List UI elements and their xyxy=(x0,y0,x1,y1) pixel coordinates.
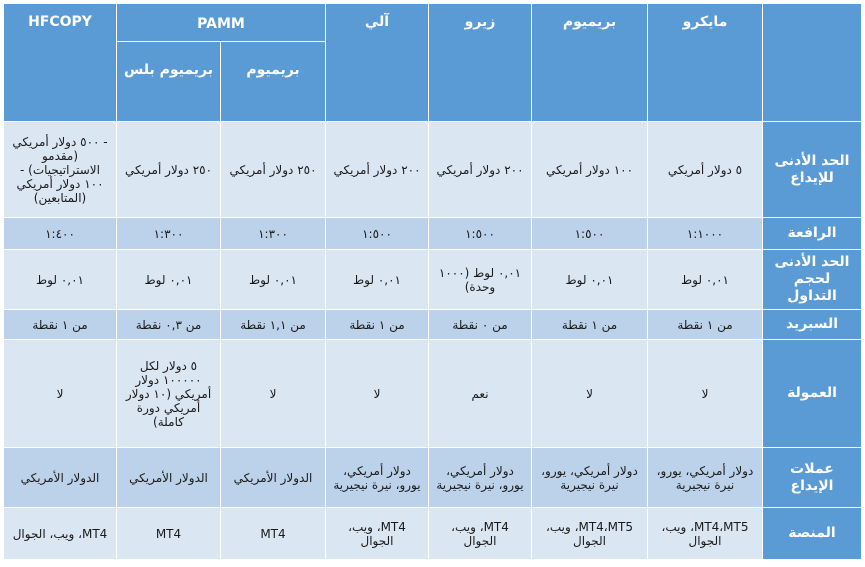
header-pamm-group: PAMM xyxy=(117,4,326,42)
table-row xyxy=(4,310,862,340)
cell-hfcopy: ٠,٠١ لوط xyxy=(4,250,117,310)
cell-auto: من ١ نقطة xyxy=(326,310,429,340)
cell-pamm-premium-plus: ٢٥٠ دولار أمريكي xyxy=(117,122,221,218)
cell-pamm-premium: ٠,٠١ لوط xyxy=(221,250,326,310)
table-row xyxy=(4,448,862,508)
header-pamm-premium: بريميوم xyxy=(221,42,326,122)
cell-micro: لا xyxy=(648,340,763,448)
cell-pamm-premium-plus: ١:٣٠٠ xyxy=(117,218,221,250)
cell-premium: دولار أمريكي، يورو، نيرة نيجيرية xyxy=(532,448,648,508)
row-label-platform: المنصة xyxy=(763,508,862,560)
cell-premium: ١٠٠ دولار أمريكي xyxy=(532,122,648,218)
cell-hfcopy: - ٥٠٠ دولار أمريكي (مقدمو الاستراتيجيات) - ١٠٠ دولار أمريكي (المتابعين) xyxy=(4,122,117,218)
cell-premium: من ١ نقطة xyxy=(532,310,648,340)
cell-zero: من ٠ نقطة xyxy=(429,310,532,340)
cell-pamm-premium-plus: ٥ دولار لكل ١٠٠٠٠٠ دولار أمريكي (١٠ دولار أمريكي دورة كاملة) xyxy=(117,340,221,448)
cell-auto: ١:٥٠٠ xyxy=(326,218,429,250)
cell-auto: MT4، ويب، الجوال xyxy=(326,508,429,560)
cell-auto: ٢٠٠ دولار أمريكي xyxy=(326,122,429,218)
header-hfcopy: HFCOPY xyxy=(4,4,117,122)
cell-hfcopy: MT4، ويب، الجوال xyxy=(4,508,117,560)
row-label-deposit-currencies: عملات الإيداع xyxy=(763,448,862,508)
cell-auto: دولار أمريكي، يورو، نيرة نيجيرية xyxy=(326,448,429,508)
cell-pamm-premium-plus: ٠,٠١ لوط xyxy=(117,250,221,310)
cell-pamm-premium: ١:٣٠٠ xyxy=(221,218,326,250)
cell-zero: ٠,٠١ لوط (١٠٠٠ وحدة) xyxy=(429,250,532,310)
cell-zero: ٢٠٠ دولار أمريكي xyxy=(429,122,532,218)
table-row xyxy=(4,250,862,310)
table-row xyxy=(4,508,862,560)
cell-pamm-premium-plus: MT4 xyxy=(117,508,221,560)
cell-micro: ٥ دولار أمريكي xyxy=(648,122,763,218)
header-corner xyxy=(763,4,862,122)
cell-pamm-premium: الدولار الأمريكي xyxy=(221,448,326,508)
header-micro: مايكرو xyxy=(648,4,763,122)
cell-hfcopy: لا xyxy=(4,340,117,448)
cell-premium: MT4،MT5، ويب، الجوال xyxy=(532,508,648,560)
cell-zero: دولار أمريكي، يورو، نيرة نيجيرية xyxy=(429,448,532,508)
account-types-table xyxy=(3,3,862,560)
cell-pamm-premium: ٢٥٠ دولار أمريكي xyxy=(221,122,326,218)
table-row xyxy=(4,218,862,250)
table-row xyxy=(4,340,862,448)
cell-zero: نعم xyxy=(429,340,532,448)
header-zero: زيرو xyxy=(429,4,532,122)
cell-micro: ١:١٠٠٠ xyxy=(648,218,763,250)
cell-pamm-premium-plus: الدولار الأمريكي xyxy=(117,448,221,508)
cell-micro: دولار أمريكي، يورو، نيرة نيجيرية xyxy=(648,448,763,508)
cell-pamm-premium: لا xyxy=(221,340,326,448)
header-premium: بريميوم xyxy=(532,4,648,122)
cell-micro: من ١ نقطة xyxy=(648,310,763,340)
cell-auto: لا xyxy=(326,340,429,448)
header-auto: آلي xyxy=(326,4,429,122)
row-label-min-trade-size: الحد الأدنى لحجم التداول xyxy=(763,250,862,310)
cell-pamm-premium: MT4 xyxy=(221,508,326,560)
row-label-leverage: الرافعة xyxy=(763,218,862,250)
cell-premium: ١:٥٠٠ xyxy=(532,218,648,250)
cell-micro: MT4،MT5، ويب، الجوال xyxy=(648,508,763,560)
cell-hfcopy: من ١ نقطة xyxy=(4,310,117,340)
cell-premium: ٠,٠١ لوط xyxy=(532,250,648,310)
cell-auto: ٠,٠١ لوط xyxy=(326,250,429,310)
row-label-min-deposit: الحد الأدنى للإيداع xyxy=(763,122,862,218)
row-label-commission: العمولة xyxy=(763,340,862,448)
cell-hfcopy: ١:٤٠٠ xyxy=(4,218,117,250)
cell-zero: MT4، ويب، الجوال xyxy=(429,508,532,560)
cell-micro: ٠,٠١ لوط xyxy=(648,250,763,310)
cell-pamm-premium: من ١,١ نقطة xyxy=(221,310,326,340)
table-row xyxy=(4,122,862,218)
cell-hfcopy: الدولار الأمريكي xyxy=(4,448,117,508)
cell-pamm-premium-plus: من ٠,٣ نقطة xyxy=(117,310,221,340)
cell-zero: ١:٥٠٠ xyxy=(429,218,532,250)
cell-premium: لا xyxy=(532,340,648,448)
row-label-spread: السبريد xyxy=(763,310,862,340)
header-pamm-premium-plus: بريميوم بلس xyxy=(117,42,221,122)
